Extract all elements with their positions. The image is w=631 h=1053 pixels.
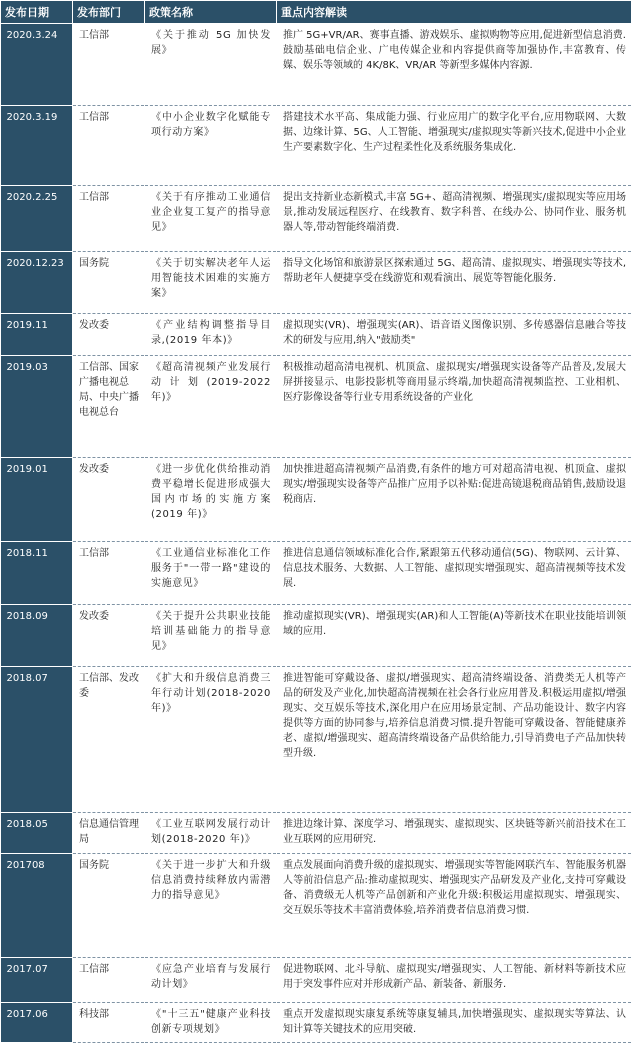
table-row — [1, 314, 631, 356]
cell-date: 2019.03 — [1, 356, 73, 458]
table-row — [1, 458, 631, 542]
cell-policy-name: 《产业结构调整指导目录,(2019 年本)》 — [145, 314, 277, 356]
cell-content: 加快推进超高清视频产品消费,有条件的地方可对超高清电视、机顶盒、虚拟现实/增强现实设备等产品推广应用予以补贴:促进高镜退税商品销售,鼓励设退税商店. — [277, 458, 631, 542]
cell-dept: 工信部 — [73, 106, 145, 186]
cell-content: 重点开发虚拟现实康复系统等康复辅具,加快增强现实、虚拟现实等算法、认知计算等关键技术的应用突破. — [277, 1003, 631, 1043]
cell-dept: 工信部 — [73, 24, 145, 106]
table-row — [1, 813, 631, 854]
cell-dept: 发改委 — [73, 605, 145, 667]
cell-dept: 工信部、国家广播电视总局、中央广播电视总台 — [73, 356, 145, 458]
cell-content: 推进智能可穿戴设备、虚拟/增强现实、超高清终端设备、消费类无人机等产品的研发及产业化,加快超高清视频在社会各行业应用普及.积极运用虚拟/增强现实、交互娱乐等技术,深化用户在应用场景定制、产品功能设计、数字内容提供等方面的协同参与,培养信息消费习惯.提升智能可穿戴设备、智能健康养老、虚拟/增强现实、超高清终端设备产品供给能力,引导消费电子产品加快转型升级. — [277, 667, 631, 813]
cell-dept: 工信部 — [73, 958, 145, 1003]
cell-date: 2018.05 — [1, 813, 73, 854]
table-row — [1, 24, 631, 106]
cell-policy-name: 《关于有序推动工业通信业企业复工复产的指导意见》 — [145, 186, 277, 252]
cell-policy-name: 《扩大和升级信息消费三年行动计划(2018-2020 年)》 — [145, 667, 277, 813]
cell-dept: 国务院 — [73, 252, 145, 314]
cell-dept: 工信部、发改委 — [73, 667, 145, 813]
cell-policy-name: 《关于推动 5G 加快发展》 — [145, 24, 277, 106]
cell-policy-name: 《进一步优化供给推动消费平稳增长促进形成强大国内市场的实施方案(2019 年)》 — [145, 458, 277, 542]
table-row — [1, 854, 631, 958]
cell-date: 2017.06 — [1, 1003, 73, 1043]
cell-date: 2018.11 — [1, 542, 73, 605]
cell-date: 2018.09 — [1, 605, 73, 667]
cell-content: 积极推动超高清电视机、机顶盒、虚拟现实/增强现实设备等产品普及,发展大屏拼接显示、电影投影机等商用显示终端,加快超高清视频监控、工业相机、医疗影像设备等行业专用系统设备的产业化 — [277, 356, 631, 458]
cell-policy-name: 《应急产业培育与发展行动计划》 — [145, 958, 277, 1003]
cell-date: 2019.01 — [1, 458, 73, 542]
cell-dept: 科技部 — [73, 1003, 145, 1043]
table-row — [1, 958, 631, 1003]
cell-policy-name: 《工业通信业标准化工作服务于"一带一路"建设的实施意见》 — [145, 542, 277, 605]
cell-policy-name: 《工业互联网发展行动计划(2018-2020 年)》 — [145, 813, 277, 854]
cell-content: 搭建技术水平高、集成能力强、行业应用广的数字化平台,应用物联网、大数据、边缘计算、5G、人工智能、增强现实/虚拟现实等新兴技术,促进中小企业生产要素数字化、生产过程柔性化及系统服务集成化. — [277, 106, 631, 186]
table-row — [1, 356, 631, 458]
cell-dept: 发改委 — [73, 314, 145, 356]
cell-content: 重点发展面向消费升级的虚拟现实、增强现实等智能网联汽车、智能服务机器人等前沿信息产品:推动虚拟现实、增强现实产品研发及产业化,支持可穿戴设备、消费级无人机等产品创新和产业化升级:积极运用虚拟现实、增强现实、交互娱乐等技术丰富消费体验,培养消费者信息消费习惯. — [277, 854, 631, 958]
cell-policy-name: 《超高清视频产业发展行动计划(2019-2022 年)》 — [145, 356, 277, 458]
table-row — [1, 252, 631, 314]
cell-date: 2019.11 — [1, 314, 73, 356]
header-row — [1, 1, 631, 24]
header-name: 政策名称 — [145, 1, 277, 24]
table-row — [1, 542, 631, 605]
table-row — [1, 186, 631, 252]
cell-content: 推广 5G+VR/AR、赛事直播、游戏娱乐、虚拟购物等应用,促进新型信息消费.鼓励基础电信企业、广电传媒企业和内容提供商等加强协作,丰富教育、传媒、娱乐等领域的 4K/8K、VR/AR 等新型多媒体内容源. — [277, 24, 631, 106]
cell-date: 201708 — [1, 854, 73, 958]
cell-content: 推进信息通信领域标准化合作,紧跟第五代移动通信(5G)、物联网、云计算、信息技术服务、大数据、人工智能、虚拟现实增强现实、超高清视频等技术发展. — [277, 542, 631, 605]
cell-policy-name: 《关于进一步扩大和升级信息消费持续释放内需潜力的指导意见》 — [145, 854, 277, 958]
cell-dept: 工信部 — [73, 542, 145, 605]
cell-policy-name: 《关于提升公共职业技能培训基础能力的指导意见》 — [145, 605, 277, 667]
cell-content: 推动虚拟现实(VR)、增强现实(AR)和人工智能(A)等新技术在职业技能培训领域的应用. — [277, 605, 631, 667]
header-content: 重点内容解读 — [277, 1, 631, 24]
cell-date: 2018.07 — [1, 667, 73, 813]
table-row — [1, 667, 631, 813]
cell-date: 2020.3.19 — [1, 106, 73, 186]
cell-dept: 国务院 — [73, 854, 145, 958]
cell-date: 2017.07 — [1, 958, 73, 1003]
cell-policy-name: 《关于切实解决老年人运用智能技术困难的实施方案》 — [145, 252, 277, 314]
table-body — [1, 24, 631, 1043]
table-row — [1, 605, 631, 667]
cell-date: 2020.12.23 — [1, 252, 73, 314]
table-row — [1, 106, 631, 186]
cell-dept: 工信部 — [73, 186, 145, 252]
cell-content: 促进物联网、北斗导航、虚拟现实/增强现实、人工智能、新材料等新技术应用于突发事件应对并形成新产品、新装备、新服务. — [277, 958, 631, 1003]
cell-dept: 信息通信管理局 — [73, 813, 145, 854]
table-row — [1, 1003, 631, 1043]
cell-date: 2020.2.25 — [1, 186, 73, 252]
cell-policy-name: 《"十三五"健康产业科技创新专项规划》 — [145, 1003, 277, 1043]
cell-date: 2020.3.24 — [1, 24, 73, 106]
cell-dept: 发改委 — [73, 458, 145, 542]
cell-content: 虚拟现实(VR)、增强现实(AR)、语音语义图像识别、多传感器信息融合等技术的研发与应用,纳入"鼓励类" — [277, 314, 631, 356]
cell-content: 指导文化场馆和旅游景区探索通过 5G、超高清、虚拟现实、增强现实等技术,帮助老年人便捷享受在线游览和观看演出、展览等智能化服务. — [277, 252, 631, 314]
cell-policy-name: 《中小企业数字化赋能专项行动方案》 — [145, 106, 277, 186]
table-header — [1, 1, 631, 24]
cell-content: 推进边缘计算、深度学习、增强现实、虚拟现实、区块链等新兴前沿技术在工业互联网的应用研究. — [277, 813, 631, 854]
cell-content: 提出支持新业态新模式,丰富 5G+、超高清视频、增强现实/虚拟现实等应用场景,推动发展远程医疗、在线教育、数字科普、在线办公、协同作业、服务机器人等,带动智能终端消费. — [277, 186, 631, 252]
header-date: 发布日期 — [1, 1, 73, 24]
header-dept: 发布部门 — [73, 1, 145, 24]
